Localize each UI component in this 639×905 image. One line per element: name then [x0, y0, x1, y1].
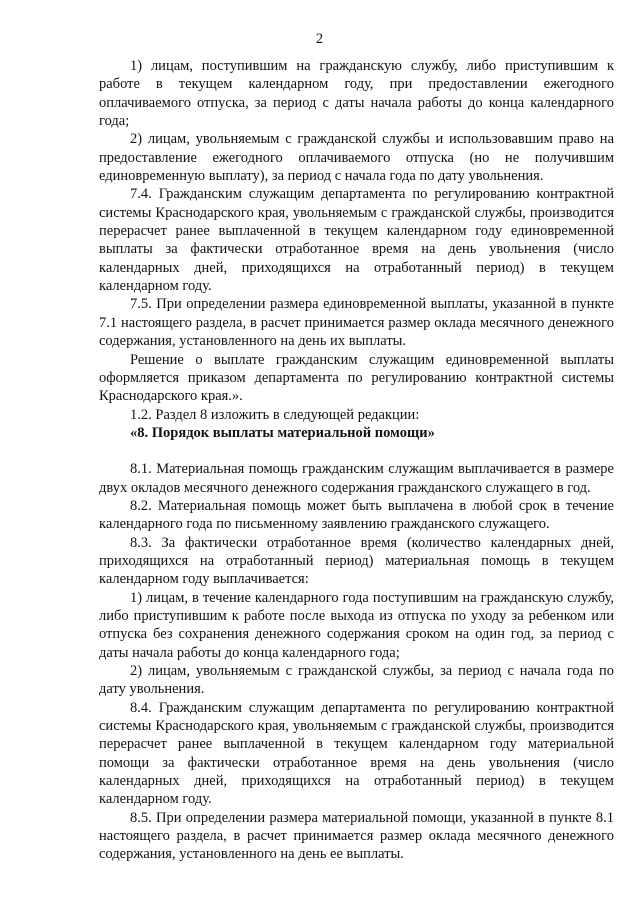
paragraph-7-3-item-1: 1) лицам, поступившим на гражданскую службу, либо приступившим к работе в текущем календарном году, при предоставлении ежегодного оплачиваемого отпуска, за период с даты начала работы до конца календарного года;: [99, 58, 614, 130]
section-8-heading: «8. Порядок выплаты материальной помощи»: [130, 424, 435, 441]
paragraph-8-5: 8.5. При определении размера материальной помощи, указанной в пункте 8.1 настоящего раздела, в расчет принимается размер оклада месячного денежного содержания, установленного на день ее выплаты.: [99, 809, 614, 863]
paragraph-8-3: 8.3. За фактически отработанное время (количество календарных дней, приходящихся на отработанный период) материальная помощь в текущем календарном году выплачивается:: [99, 534, 614, 588]
paragraph-8-1: 8.1. Материальная помощь гражданским служащим выплачивается в размере двух окладов месячного денежного содержания гражданского служащего в год.: [99, 461, 614, 496]
paragraph-1-2: 1.2. Раздел 8 изложить в следующей редакции:: [130, 406, 420, 423]
paragraph-7-3-item-2: 2) лицам, увольняемым с гражданской службы и использовавшим право на предоставление ежегодного оплачиваемого отпуска (но не получившим единовременную выплату), за период с начала года по дату увольнения.: [99, 131, 614, 185]
paragraph-7-4: 7.4. Гражданским служащим департамента по регулированию контрактной системы Краснодарского края, увольняемым с гражданской службы, производится перерасчет ранее выплаченной в текущем календарном году единовременной выплаты за фактически отработанное время на день увольнения (число календарных дней, приходящихся на отработанный период) в текущем календарном году.: [99, 186, 614, 295]
paragraph-8-4: 8.4. Гражданским служащим департамента по регулированию контрактной системы Краснодарского края, увольняемым с гражданской службы, производится перерасчет ранее выплаченной в текущем календарном году материальной помощи за фактически отработанное время на день увольнения (число календарных дней, приходящихся на отработанный период) в текущем календарном году.: [99, 699, 614, 808]
paragraph-8-2: 8.2. Материальная помощь может быть выплачена в любой срок в течение календарного года по письменному заявлению гражданского служащего.: [99, 497, 614, 533]
heading-spacer: [99, 442, 614, 460]
paragraph-7-5: 7.5. При определении размера единовременной выплаты, указанной в пункте 7.1 настоящего раздела, в расчет принимается размер оклада месячного денежного содержания, установленного на день их выплаты.: [99, 296, 614, 350]
paragraph-8-3-item-1: 1) лицам, в течение календарного года поступившим на гражданскую службу, либо приступившим к работе после выхода из отпуска по уходу за ребенком или отпуска без сохранения денежного содержания сроком на один год, за период с даты начала работы до конца календарного года;: [99, 589, 614, 661]
page-number: 2: [315, 31, 324, 47]
paragraph-decision: Решение о выплате гражданским служащим единовременной выплаты оформляется приказом департамента по регулированию контрактной системы Краснодарского края.».: [99, 351, 614, 405]
paragraph-8-3-item-2: 2) лицам, увольняемым с гражданской службы, за период с начала года по дату увольнения.: [99, 663, 614, 698]
document-body: [99, 57, 614, 864]
